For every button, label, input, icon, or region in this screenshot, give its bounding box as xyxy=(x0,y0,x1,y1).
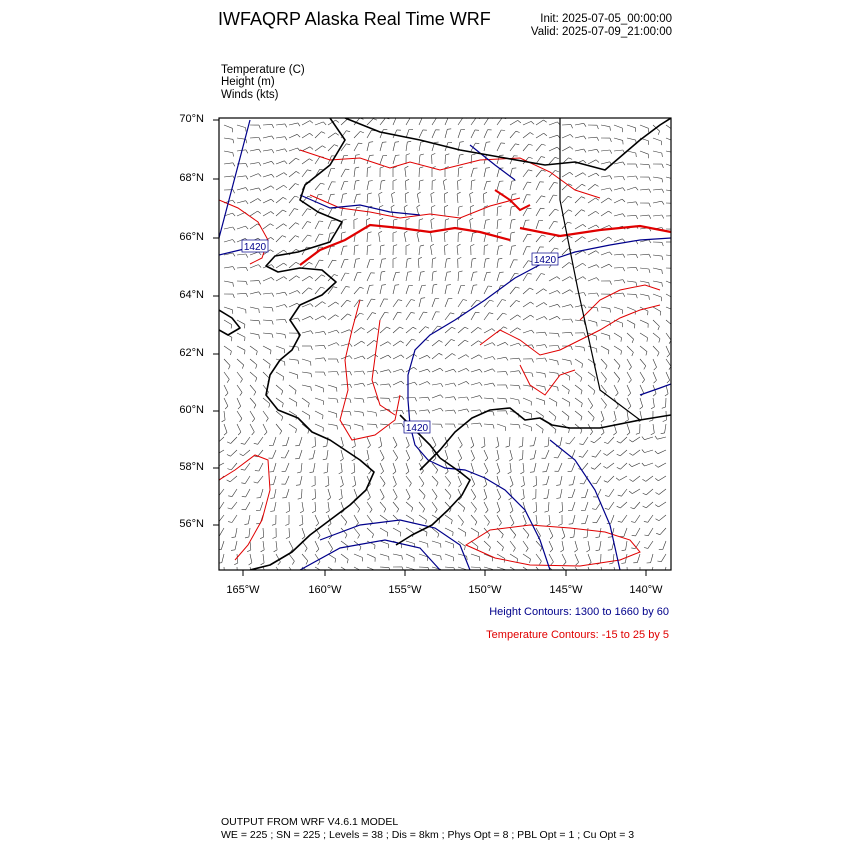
wind-barb-feather xyxy=(566,574,568,578)
map-title: IWFAQRP Alaska Real Time WRF xyxy=(218,9,491,29)
lon-label: 150°W xyxy=(468,584,502,596)
wind-barb-feather xyxy=(675,256,676,260)
wind-barb-feather xyxy=(675,153,676,157)
wind-barb-feather xyxy=(660,576,664,577)
wind-barb-feather xyxy=(308,572,309,576)
wind-barb-feather xyxy=(675,229,676,233)
wind-barb-feather xyxy=(221,576,225,578)
wind-barb-feather xyxy=(600,576,603,578)
wind-barb-feather xyxy=(215,521,219,522)
lat-label: 62°N xyxy=(179,347,204,359)
wind-barb-feather xyxy=(322,572,323,576)
lon-label: 155°W xyxy=(388,584,422,596)
field-label-height: Height (m) xyxy=(221,76,275,88)
wind-barb-feather xyxy=(673,298,674,302)
field-label-winds: Winds (kts) xyxy=(221,89,279,101)
height-label-1420-west: 1420 xyxy=(243,242,267,253)
wind-barb-feather xyxy=(554,573,556,577)
wind-barb-feather xyxy=(249,576,252,578)
model-info-line1: OUTPUT FROM WRF V4.6.1 MODEL xyxy=(221,816,399,828)
lon-label: 140°W xyxy=(629,584,663,596)
wind-barb-feather xyxy=(540,574,542,578)
lat-label: 58°N xyxy=(179,461,204,473)
wind-barb-feather xyxy=(624,576,628,578)
wind-barb-feather xyxy=(213,452,216,455)
lon-label: 160°W xyxy=(308,584,342,596)
wind-barb-feather xyxy=(612,576,615,578)
wind-barb-feather xyxy=(517,572,518,576)
height-label-1420-east: 1420 xyxy=(533,255,557,266)
wind-barb-feather xyxy=(348,572,349,576)
wind-barb-feather xyxy=(234,576,238,578)
model-info-line2: WE = 225 ; SN = 225 ; Levels = 38 ; Dis = 8km ; Phys Opt = 8 ; PBL Opt = 1 ; Cu Opt = 3 xyxy=(221,829,635,841)
wind-barb-feather xyxy=(675,191,676,195)
lat-label: 66°N xyxy=(179,231,204,243)
wind-barb-feather xyxy=(214,480,218,482)
valid-time: Valid: 2025-07-09_21:00:00 xyxy=(530,26,672,38)
wind-barb-feather xyxy=(214,441,218,443)
lat-label: 60°N xyxy=(179,404,204,416)
lat-label: 64°N xyxy=(179,289,204,301)
wind-barb-feather xyxy=(672,326,673,330)
wind-barb-feather xyxy=(292,574,294,577)
temperature-contour-legend: Temperature Contours: -15 to 25 by 5 xyxy=(486,629,669,641)
wind-barb-feather xyxy=(335,572,336,576)
wind-barb-feather xyxy=(675,179,676,183)
wind-barb-feather xyxy=(215,495,219,496)
wind-barb-feather xyxy=(578,574,580,577)
init-time: Init: 2025-07-05_00:00:00 xyxy=(540,13,672,25)
lat-label: 68°N xyxy=(179,172,204,184)
wind-barb-feather xyxy=(675,216,677,220)
wind-barb-feather xyxy=(279,574,281,577)
lon-label: 145°W xyxy=(549,584,583,596)
height-contour-legend: Height Contours: 1300 to 1660 by 60 xyxy=(489,606,669,618)
wind-barb-feather xyxy=(213,465,216,468)
wind-barb-feather xyxy=(530,572,531,576)
wind-barb-feather xyxy=(589,575,592,578)
wind-barb-feather xyxy=(672,130,673,134)
height-label-1420-south: 1420 xyxy=(405,423,429,434)
wind-barb-feather xyxy=(675,203,676,207)
field-label-temperature: Temperature (C) xyxy=(221,64,305,76)
lat-label: 56°N xyxy=(179,518,204,530)
wind-barb-feather xyxy=(675,268,676,272)
wind-barb-feather xyxy=(636,576,640,577)
wind-barb-feather xyxy=(264,575,267,578)
wind-barb-feather xyxy=(675,242,676,246)
lon-label: 165°W xyxy=(226,584,260,596)
lat-label: 70°N xyxy=(179,113,204,125)
